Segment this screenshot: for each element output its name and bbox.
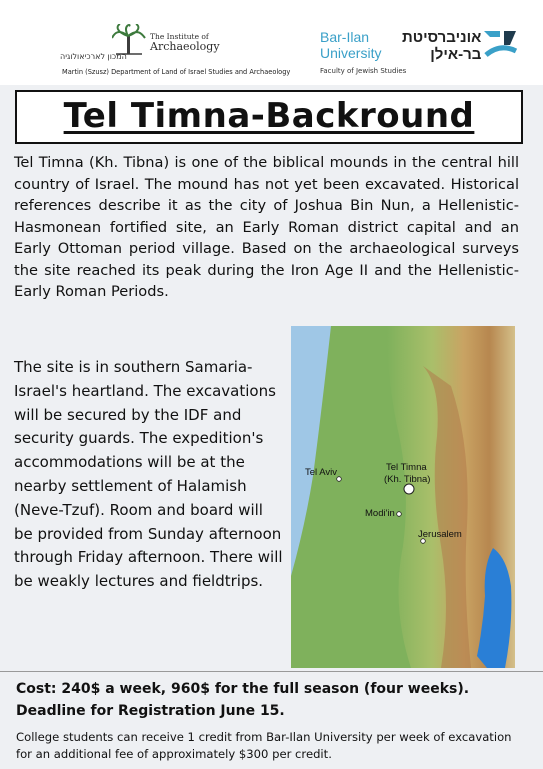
tel-timna-label: Tel Timna: [386, 462, 427, 473]
university-english-name: [320, 29, 381, 61]
institute-name-line2: Archaeology: [150, 40, 220, 53]
header: [0, 0, 543, 85]
university-english-line2: University: [320, 45, 382, 61]
tel-aviv-label: Tel Aviv: [305, 467, 338, 478]
department-name: Martin (Szusz) Department of Land of Israel Studies and Archaeology: [62, 68, 291, 76]
background-paragraph: Tel Timna (Kh. Tibna) is one of the biblical mounds in the central hill country of Israel. The mound has not yet been excavated. Historical references describe it as the city of Joshua Bin Nun, a Hellenistic-Hasmonean fortified site, an Early Roman district capital and an Early Ottoman period village. Based on the archaeological surveys the site reached its peak during the Iron Age II and the Hellenistic-Early Roman Periods.: [14, 154, 519, 300]
institute-name: [150, 32, 220, 52]
tel-aviv-marker: [337, 477, 342, 482]
page-title: Tel Timna-Backround: [63, 96, 475, 136]
cost-text: Cost: 240$ a week, 960$ for the full season (four weeks).: [16, 681, 470, 697]
institute-name-line1: The Institute of: [150, 32, 209, 41]
modiin-label: Modi'in: [365, 508, 395, 519]
jerusalem-label: Jerusalem: [418, 529, 462, 540]
credit-text: College students can receive 1 credit from Bar-Ilan University per week of excavation for an additional fee of approximately $300 per credit.: [16, 730, 512, 761]
tel-timna-alt-label: (Kh. Tibna): [384, 474, 431, 485]
tel-timna-marker: [404, 484, 414, 494]
title-box: [15, 90, 523, 144]
university-english-line1: Bar-Ilan: [320, 29, 370, 45]
institute-hebrew-name: המכון לארכיאולוגיה: [60, 52, 127, 61]
bar-ilan-logo-icon: [480, 25, 520, 61]
university-hebrew-line2: בר-אילן: [430, 46, 482, 63]
modiin-marker: [397, 512, 402, 517]
university-hebrew-line1: אוניברסיטת: [402, 29, 482, 46]
relief-map: [291, 326, 515, 668]
site-info-paragraph: The site is in southern Samaria- Israel's heartland. The excavations will be secured by the IDF and security guards. The expedition's accommodations will be at the nearby settlement of Halamish (Neve-Tzuf). Room and board will be provided from Sunday afternoon through Friday afternoon. There will be weakly lectures and fieldtrips.: [14, 358, 283, 591]
university-hebrew-name: [402, 29, 481, 63]
institute-tree-logo-icon: [112, 24, 146, 56]
faculty-name: Faculty of Jewish Studies: [320, 67, 407, 75]
deadline-text: Deadline for Registration June 15.: [16, 703, 285, 719]
